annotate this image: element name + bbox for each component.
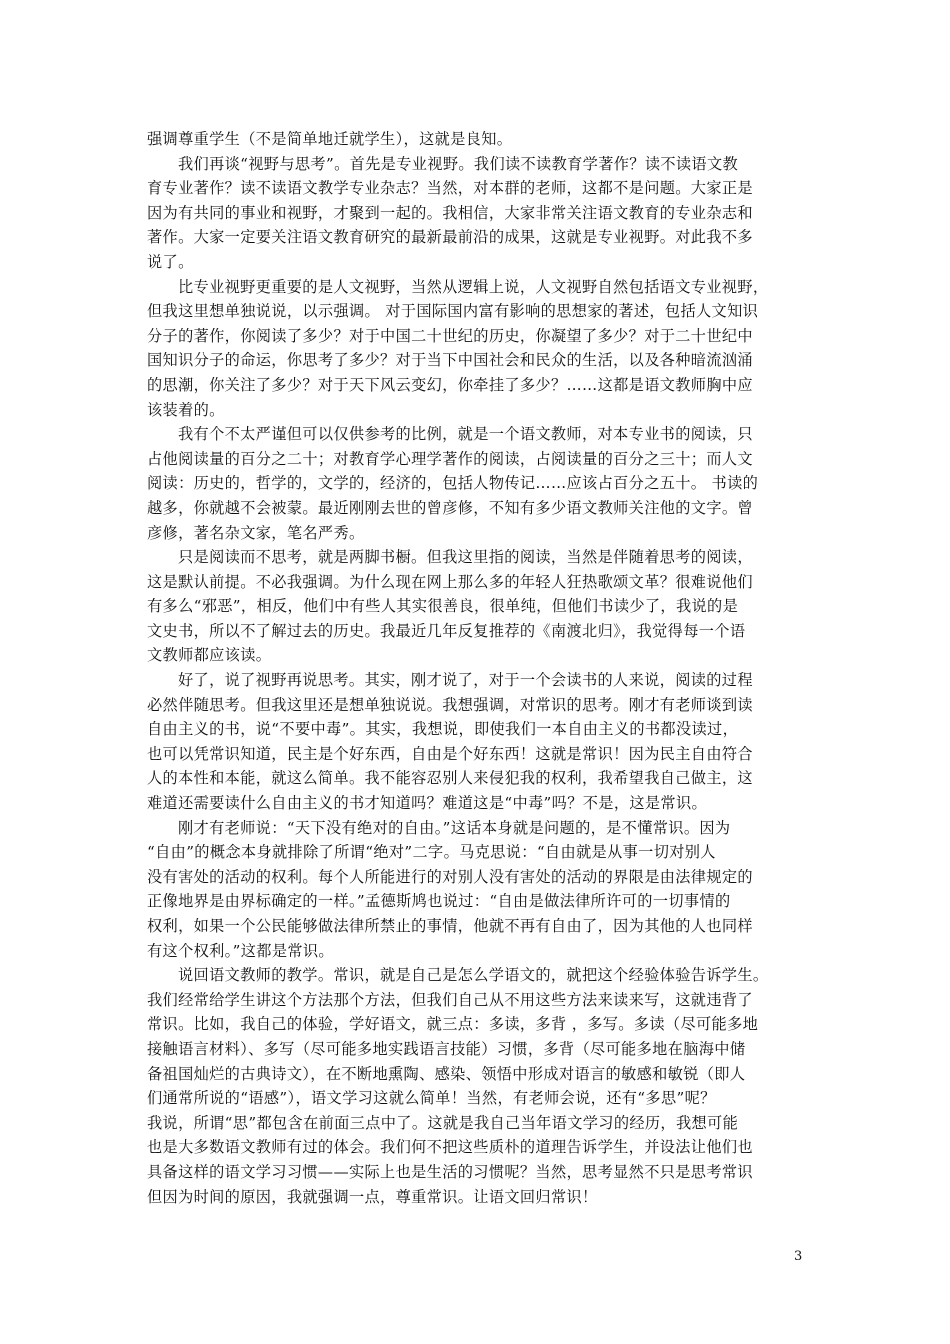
- text-line: 分子的著作，你阅读了多少？对于中国二十世纪的历史，你凝望了多少？对于二十世纪中: [147, 326, 753, 345]
- text-line: 育专业著作？读不读语文教学专业杂志？当然，对本群的老师，这都不是问题。大家正是: [147, 179, 753, 198]
- text-line: 我们再谈“视野与思考”。首先是专业视野。我们读不读教育学著作？读不读语文教: [178, 154, 739, 173]
- text-line: 我们经常给学生讲这个方法那个方法，但我们自己从不用这些方法来读来写，这就违背了: [147, 990, 753, 1009]
- text-line: 说了。: [147, 252, 194, 271]
- text-line: 的思潮，你关注了多少？对于天下风云变幻，你牵挂了多少？……这都是语文教师胸中应: [147, 375, 753, 394]
- text-line: 强调尊重学生（不是简单地迁就学生），这就是良知。: [147, 130, 513, 148]
- text-line: 也可以凭常识知道，民主是个好东西，自由是个好东西！这就是常识！因为民主自由符合: [147, 744, 753, 763]
- text-line: 越多，你就越不会被蒙。最近刚刚去世的曾彦修，不知有多少语文教师关注他的文字。曾: [147, 498, 753, 517]
- text-line: 国知识分子的命运，你思考了多少？对于当下中国社会和民众的生活，以及各种暗流汹涌: [147, 351, 753, 370]
- text-line: 我说，所谓“思”都包含在前面三点中了。这就是我自己当年语文学习的经历，我想可能: [147, 1113, 739, 1132]
- text-line: 文教师都应该读。: [147, 646, 272, 665]
- text-line: 该装着的。: [147, 400, 225, 419]
- text-line: 接触语言材料）、多写（尽可能多地实践语言技能）习惯，多背（尽可能多地在脑海中储: [147, 1039, 746, 1058]
- text-line: 备祖国灿烂的古典诗文），在不断地熏陶、感染、领悟中形成对语言的敏感和敏锐（即人: [147, 1064, 746, 1083]
- text-line: 说回语文教师的教学。常识，就是自己是怎么学语文的，就把这个经验体验告诉学生。: [178, 966, 769, 985]
- text-line: 也是大多数语文教师有过的体会。我们何不把这些质朴的道理告诉学生，并设法让他们也: [147, 1138, 753, 1157]
- text-line: 必然伴随思考。但我这里还是想单独说说。我想强调，对常识的思考。刚才有老师谈到读: [147, 695, 753, 714]
- text-line: 正像地界是由界标确定的一样。”孟德斯鸠也说过：“自由是做法律所许可的一切事情的: [147, 892, 731, 911]
- text-line: 著作。大家一定要关注语文教育研究的最新最前沿的成果，这就是专业视野。对此我不多: [147, 228, 753, 247]
- text-line: 彦修，著名杂文家，笔名严秀。: [147, 523, 365, 542]
- text-line: 只是阅读而不思考，就是两脚书橱。但我这里指的阅读，当然是伴随着思考的阅读，: [178, 548, 753, 567]
- text-line: 常识。比如，我自己的体验，学好语文，就三点：多读，多背 ，多写。多读（尽可能多地: [147, 1015, 759, 1034]
- text-line: 人的本性和本能，就这么简单。我不能容忍别人来侵犯我的权利，我希望我自己做主，这: [147, 769, 753, 788]
- text-line: 比专业视野更重要的是人文视野，当然从逻辑上说，人文视野自然包括语文专业视野，: [178, 277, 769, 296]
- text-line: 没有害处的活动的权利。每个人所能进行的对别人没有害处的活动的界限是由法律规定的: [147, 867, 753, 886]
- page-number: 3: [794, 1249, 803, 1264]
- text-line: 这是默认前提。不必我强调。为什么现在网上那么多的年轻人狂热歌颂文革？很难说他们: [147, 572, 753, 591]
- body-text: [147, 127, 812, 1209]
- text-line: 但我这里想单独说说，以示强调。 对于国际国内富有影响的思想家的著述，包括人文知识: [147, 302, 759, 321]
- text-line: 有这个权利。”这都是常识。: [147, 941, 334, 960]
- text-line: 自由主义的书，说“不要中毒”。其实，我想说，即使我们一本自由主义的书都没读过，: [147, 720, 739, 739]
- text-line: 但因为时间的原因，我就强调一点，尊重常识。让语文回归常识！: [147, 1187, 598, 1206]
- text-line: 因为有共同的事业和视野，才聚到一起的。我相信，大家非常关注语文教育的专业杂志和: [147, 203, 753, 222]
- text-line: 有多么“邪恶”，相反，他们中有些人其实很善良，很单纯，但他们书读少了，我说的是: [147, 597, 739, 616]
- text-line: 刚才有老师说：“天下没有绝对的自由。”这话本身就是问题的，是不懂常识。因为: [178, 818, 731, 837]
- text-line: “自由”的概念本身就排除了所谓“绝对”二字。马克思说：“自由就是从事一切对别人: [147, 843, 716, 862]
- text-line: 占他阅读量的百分之二十；对教育学心理学著作的阅读，占阅读量的百分之三十；而人文: [147, 449, 753, 468]
- text-line: 权利，如果一个公民能够做法律所禁止的事情，他就不再有自由了，因为其他的人也同样: [147, 917, 753, 935]
- text-line: 们通常所说的“语感”），语文学习这就么简单！当然，有老师会说，还有“多思”呢？: [147, 1089, 716, 1108]
- text-line: 难道还需要读什么自由主义的书才知道吗？难道这是“中毒”吗？不是，这是常识。: [147, 794, 708, 813]
- text-line: 阅读：历史的，哲学的，文学的，经济的，包括人物传记……应该占百分之五十。 书读的: [147, 474, 759, 493]
- text-line: 我有个不太严谨但可以仅供参考的比例，就是一个语文教师，对本专业书的阅读，只: [178, 425, 753, 444]
- text-line: 具备这样的语文学习习惯——实际上也是生活的习惯呢？当然，思考显然不只是思考常识: [147, 1162, 753, 1181]
- text-line: 好了，说了视野再说思考。其实，刚才说了，对于一个会读书的人来说，阅读的过程: [178, 671, 753, 690]
- text-line: 文史书，所以不了解过去的历史。我最近几年反复推荐的《南渡北归》，我觉得每一个语: [147, 621, 746, 640]
